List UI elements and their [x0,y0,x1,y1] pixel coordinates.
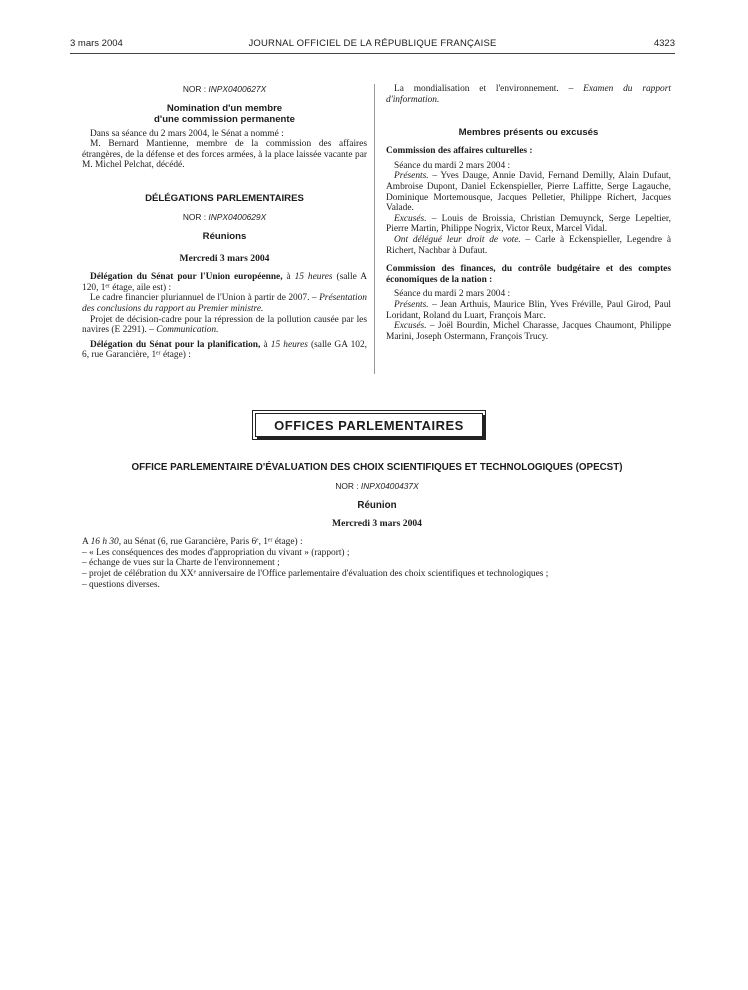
delegation-ue-name: Délégation du Sénat pour l'Union européenne, [90,272,283,283]
text-at: à [260,339,271,350]
column-divider [374,84,375,374]
opecst-item: – « Les conséquences des modes d'appropriation du vivant » (rapport) ; [82,547,350,558]
presents-names: – Jean Arthuis, Maurice Blin, Yves Fréville, Paul Girod, Paul Loridant, Roland du Luart, François Marc. [386,299,671,321]
delegation-vote-label: Ont délégué leur droit de vote. [394,234,521,245]
nor-code: INPX0400437X [360,481,419,491]
seance-date: Séance du mardi 2 mars 2004 : [394,289,511,300]
offices-box-title: OFFICES PARLEMENTAIRES [255,413,483,437]
excuses-names: – Louis de Broissia, Christian Demuynck, Serge Lepeltier, Pierre Martin, Philippe Nogrix, Victor Reux, Marcel Vidal. [386,213,671,235]
opecst-time: 16 h 30, [90,537,122,548]
left-column [82,84,367,361]
nor-label: NOR : [182,211,207,222]
delegation-ue [82,272,367,293]
header-date: 3 mars 2004 [70,38,123,49]
nor-reference-2 [82,212,367,223]
agenda-item-text: Le cadre financier pluriannuel de l'Union à partir de 2007. – [90,293,317,304]
agenda-item-continued [386,84,671,105]
nomination-title [82,103,367,125]
agenda-item-note: Présentation des conclusions du rapport au Premier ministre. [82,293,367,314]
opecst-item: – échange de vues sur la Charte de l'environnement ; [82,558,280,569]
nor-reference [82,84,367,95]
reunion-title: Réunion [357,499,397,511]
delegation-planification-time: 15 heures [270,339,308,350]
nor-code: INPX0400629X [208,211,267,222]
delegation-planification [82,340,367,361]
nomination-title-line1: Nomination d'un membre [166,102,283,114]
agenda-item-text: La mondialisation et l'environnement. – [394,84,574,94]
excuses-label: Excusés. [394,213,427,224]
presents-names: – Yves Dauge, Annie David, Fernand Demilly, Alain Dufaut, Ambroise Dupont, Daniel Eckenspieller, Pierre Laffitte, Serge Lagauche, Dominique Mortemousque, Jacques Pelletier, Philippe Richert, Jacques Valade. [386,171,671,214]
delegation-vote-names: – Carle à Eckenspieller, Legendre à Richert, Nachbar à Dufaut. [386,234,671,256]
text-a: A [82,537,91,548]
presents-list [386,300,671,321]
nomination-body: M. Bernard Mantienne, membre de la commission des affaires étrangères, de la défense et des forces armées, à la place laissée vacante par M. Michel Pelchat, décédé. [82,139,367,171]
opecst-item: – questions diverses. [82,579,160,590]
meeting-date: Mercredi 3 mars 2004 [179,252,270,264]
delegation-ue-place: (salle A 120, 1ᵉʳ étage, aile est) : [82,272,367,293]
nomination-title-line2: d'une commission permanente [154,113,295,125]
page-number: 4323 [653,38,675,49]
opecst-title: OFFICE PARLEMENTAIRE D'ÉVALUATION DES CHOIX SCIENTIFIQUES ET TECHNOLOGIQUES (OPECST) [131,462,623,473]
delegation-vote-list [386,235,671,256]
opecst-date: Mercredi 3 mars 2004 [332,517,422,529]
opecst-place: au Sénat (6, rue Garancière, Paris 6ᵉ, 1ᵉʳ étage) : [121,537,303,548]
nor-reference-3 [82,481,672,492]
offices-box [252,410,486,440]
text-at: à [282,272,295,283]
right-column [386,84,671,342]
delegation-planification-name: Délégation du Sénat pour la planification, [90,339,261,350]
delegations-title: DÉLÉGATIONS PARLEMENTAIRES [145,192,304,204]
excuses-list [386,214,671,235]
commission-finances-title: Commission des finances, du contrôle budgétaire et des comptes économiques de la nation : [386,264,671,285]
nomination-intro: Dans sa séance du 2 mars 2004, le Sénat a nommé : [90,128,284,139]
reunions-title: Réunions [202,230,247,242]
agenda-item-note: Examen du rapport d'information. [386,84,671,105]
opecst-section [82,462,672,590]
opecst-location [82,537,672,548]
agenda-item [82,315,367,336]
commission-culture-title: Commission des affaires culturelles : [386,146,533,157]
delegation-ue-time: 15 heures [294,272,333,283]
journal-title: JOURNAL OFFICIEL DE LA RÉPUBLIQUE FRANÇAISE [248,38,497,49]
agenda-item [82,293,367,314]
nor-label: NOR : [182,84,207,94]
delegation-planification-place: (salle GA 102, 6, rue Garancière, 1ᵉʳ étage) : [82,339,367,361]
nor-code: INPX0400627X [208,84,267,94]
excuses-names: – Joël Bourdin, Michel Charasse, Jacques Chaumont, Philippe Marini, Joseph Ostermann, François Trucy. [386,321,671,342]
presents-label: Présents. [394,299,429,310]
agenda-item-text: Projet de décision-cadre pour la répression de la pollution causée par les navires (E 2291). – [82,314,367,336]
nor-label: NOR : [335,481,359,491]
agenda-item-note: Communication. [153,325,219,336]
presents-list [386,171,671,213]
seance-date: Séance du mardi 2 mars 2004 : [394,160,511,171]
header-rule [70,53,675,54]
excuses-label: Excusés. [394,321,427,332]
excuses-list [386,321,671,342]
presents-label: Présents. [394,171,429,182]
membres-title: Membres présents ou excusés [458,127,599,139]
opecst-item: – projet de célébration du XXᵉ anniversaire de l'Office parlementaire d'évaluation des choix scientifiques et technologiques ; [82,568,549,579]
